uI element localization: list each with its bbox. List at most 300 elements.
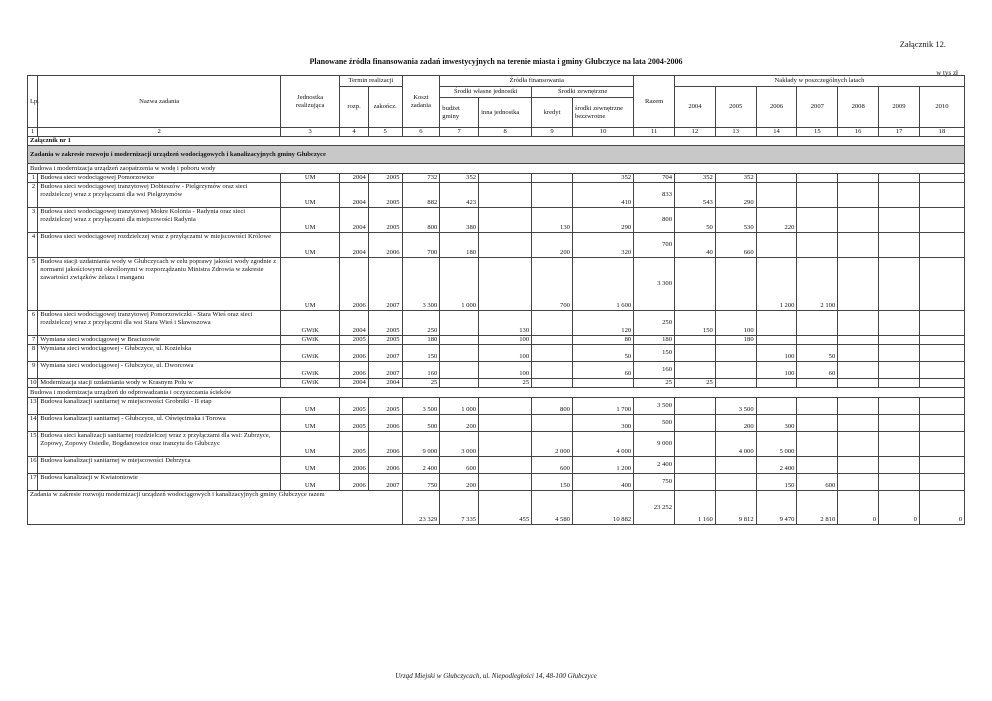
cell-start: 2004 xyxy=(340,183,369,208)
cell-y2010 xyxy=(919,336,964,345)
cell-end: 2004 xyxy=(368,379,402,388)
cell-start: 2006 xyxy=(340,258,369,311)
table-row xyxy=(28,311,965,336)
cell-total: 160 xyxy=(634,362,675,379)
column-number: 2 xyxy=(38,128,281,137)
cell-y2005 xyxy=(715,258,756,311)
cell-y2008 xyxy=(838,208,879,233)
cell-y2006: 100 xyxy=(756,362,797,379)
cell-y2005: 3 500 xyxy=(715,398,756,415)
cell-y2010 xyxy=(919,174,964,183)
summary-label: Zadania w zakresie rozwoju modernizacji urządzeń wodociągowych i kanalizacyjnych gminy Głubczyce razem xyxy=(28,491,403,525)
task-name: Modernizacja stacji uzdatniania wody w Krasnym Polu w xyxy=(38,379,281,388)
cell-start: 2006 xyxy=(340,345,369,362)
cell-y2009 xyxy=(879,258,920,311)
cell-y2007 xyxy=(797,379,838,388)
task-name: Wymiana sieci wodociągowej - Głubczyce, ul. Kozielska xyxy=(38,345,281,362)
cell-y2008 xyxy=(838,379,879,388)
cell-credit: 130 xyxy=(532,208,573,233)
header-sources: Źródła finansowania xyxy=(440,76,634,87)
task-name: Budowa stacji uzdatniania wody w Głubczycach w celu poprawy jakości wody zgodnie z normami jakościowymi określonymi w rozporządzaniu Ministra Zdrowia w zakresie zawartości związków żelaza i manganu xyxy=(38,258,281,311)
cell-lp: 15 xyxy=(28,432,38,457)
cell-lp: 1 xyxy=(28,174,38,183)
cell-y2008 xyxy=(838,311,879,336)
column-number: 5 xyxy=(368,128,402,137)
header-year: 2007 xyxy=(797,87,838,128)
cell-y2005: 180 xyxy=(715,336,756,345)
cell-lp: 9 xyxy=(28,362,38,379)
cell-total: 180 xyxy=(634,336,675,345)
cell-y2006: 300 xyxy=(756,415,797,432)
summary-y2008: 0 xyxy=(838,491,879,525)
cell-nonret: 50 xyxy=(572,345,633,362)
cell-y2009 xyxy=(879,379,920,388)
header-name: Nazwa zadania xyxy=(38,76,281,128)
cell-total: 704 xyxy=(634,174,675,183)
cell-nonret: 120 xyxy=(572,311,633,336)
cell-end: 2007 xyxy=(368,474,402,491)
cell-unit: UM xyxy=(281,258,340,311)
task-name: Budowa sieci kanalizacji sanitarnej rozdzielczej wraz z przyłączami dla wsi: Zubrzyce, Zopowy, Zopowy Osiedle, Bogdanowice oraz tranzytu do Głubczyc xyxy=(38,432,281,457)
section-main-title: Zadania w zakresie rozwoju i modernizacji urządzeń wodociągowych i kanalizacyjnych gminy Głubczyce xyxy=(28,146,965,164)
cell-start: 2006 xyxy=(340,362,369,379)
cell-y2008 xyxy=(838,398,879,415)
cell-y2007 xyxy=(797,174,838,183)
table-row xyxy=(28,336,965,345)
cell-start: 2004 xyxy=(340,174,369,183)
cell-cost: 180 xyxy=(402,336,440,345)
cell-y2005: 660 xyxy=(715,233,756,258)
cell-lp: 10 xyxy=(28,379,38,388)
summary-total: 23 252 xyxy=(634,491,675,525)
cell-start: 2006 xyxy=(340,457,369,474)
cell-budget xyxy=(440,379,479,388)
cell-lp: 5 xyxy=(28,258,38,311)
cell-credit xyxy=(532,415,573,432)
cell-y2006 xyxy=(756,183,797,208)
cell-y2008 xyxy=(838,336,879,345)
cell-y2010 xyxy=(919,457,964,474)
header-external: Środki zewnętrzne xyxy=(532,87,634,98)
cell-unit: UM xyxy=(281,415,340,432)
header-start: rozp. xyxy=(340,87,369,128)
cell-y2005: 100 xyxy=(715,311,756,336)
cell-budget: 200 xyxy=(440,474,479,491)
cell-nonret: 1 600 xyxy=(572,258,633,311)
cell-y2010 xyxy=(919,183,964,208)
cell-y2005 xyxy=(715,362,756,379)
cell-credit xyxy=(532,336,573,345)
header-unit: Jednostka realizująca xyxy=(281,76,340,128)
column-number: 10 xyxy=(572,128,633,137)
cell-y2007 xyxy=(797,398,838,415)
investment-table xyxy=(27,75,965,525)
cell-y2007: 60 xyxy=(797,362,838,379)
task-name: Budowa sieci wodociągowej tranzytowej Pomorzowiczki - Stara Wieś oraz sieci rozdzielczej wraz z przyłączmi dla wsi Stara Wieś i Sławoszowa xyxy=(38,311,281,336)
cell-lp: 2 xyxy=(28,183,38,208)
cell-y2009 xyxy=(879,474,920,491)
cell-y2010 xyxy=(919,362,964,379)
cell-nonret: 1 200 xyxy=(572,457,633,474)
table-row xyxy=(28,174,965,183)
cell-y2010 xyxy=(919,208,964,233)
cell-start: 2004 xyxy=(340,208,369,233)
column-number: 13 xyxy=(715,128,756,137)
cell-y2009 xyxy=(879,311,920,336)
cell-budget: 180 xyxy=(440,233,479,258)
cell-y2010 xyxy=(919,345,964,362)
cell-lp: 4 xyxy=(28,233,38,258)
cell-total: 250 xyxy=(634,311,675,336)
cell-budget: 1 000 xyxy=(440,258,479,311)
cell-end: 2005 xyxy=(368,336,402,345)
cell-end: 2006 xyxy=(368,233,402,258)
task-name: Wymiana sieci wodociągowej w Braciszowie xyxy=(38,336,281,345)
cell-y2004: 543 xyxy=(675,183,716,208)
cell-start: 2005 xyxy=(340,336,369,345)
cell-y2009 xyxy=(879,457,920,474)
cell-y2007 xyxy=(797,208,838,233)
cell-y2009 xyxy=(879,208,920,233)
cell-unit: UM xyxy=(281,208,340,233)
cell-total: 500 xyxy=(634,415,675,432)
cell-y2004: 25 xyxy=(675,379,716,388)
cell-y2005: 200 xyxy=(715,415,756,432)
cell-start: 2005 xyxy=(340,415,369,432)
cell-y2004: 40 xyxy=(675,233,716,258)
table-row xyxy=(28,457,965,474)
cell-y2007 xyxy=(797,183,838,208)
cell-start: 2004 xyxy=(340,379,369,388)
cell-unit: GWiK xyxy=(281,379,340,388)
cell-y2006: 100 xyxy=(756,345,797,362)
cell-credit xyxy=(532,345,573,362)
cell-y2009 xyxy=(879,345,920,362)
cell-y2010 xyxy=(919,233,964,258)
cell-cost: 3 500 xyxy=(402,398,440,415)
cell-lp: 6 xyxy=(28,311,38,336)
header-term: Termin realizacji xyxy=(340,76,402,87)
cell-credit: 2 000 xyxy=(532,432,573,457)
cell-lp: 17 xyxy=(28,474,38,491)
summary-y2007: 2 810 xyxy=(797,491,838,525)
cell-total: 800 xyxy=(634,208,675,233)
cell-cost: 800 xyxy=(402,208,440,233)
cell-y2009 xyxy=(879,336,920,345)
summary-budget: 7 335 xyxy=(440,491,479,525)
cell-y2010 xyxy=(919,311,964,336)
cell-unit: UM xyxy=(281,233,340,258)
cell-y2004 xyxy=(675,398,716,415)
table-row xyxy=(28,233,965,258)
cell-credit: 800 xyxy=(532,398,573,415)
cell-unit: GWiK xyxy=(281,336,340,345)
cell-y2008 xyxy=(838,362,879,379)
cell-y2007: 2 100 xyxy=(797,258,838,311)
summary-y2005: 9 812 xyxy=(715,491,756,525)
cell-y2004 xyxy=(675,457,716,474)
task-name: Budowa sieci wodociągowej Pomorzowice xyxy=(38,174,281,183)
cell-other xyxy=(479,208,532,233)
cell-unit: UM xyxy=(281,183,340,208)
table-row xyxy=(28,362,965,379)
cell-budget xyxy=(440,336,479,345)
cell-start: 2005 xyxy=(340,432,369,457)
cell-y2006: 5 000 xyxy=(756,432,797,457)
cell-y2007 xyxy=(797,233,838,258)
cell-start: 2005 xyxy=(340,398,369,415)
cell-y2005: 4 000 xyxy=(715,432,756,457)
table-row xyxy=(28,379,965,388)
cell-other: 100 xyxy=(479,362,532,379)
cell-other xyxy=(479,474,532,491)
annex-label: Załącznik 12. xyxy=(899,39,946,49)
cell-y2005 xyxy=(715,457,756,474)
cell-y2008 xyxy=(838,233,879,258)
task-name: Budowa sieci wodociągowej tranzytowej Mokre Kolonia - Radynia oraz sieci rozdzielczej wraz z przyłączami dla miejscowości Radynia xyxy=(38,208,281,233)
cell-nonret: 300 xyxy=(572,415,633,432)
cell-y2009 xyxy=(879,233,920,258)
cell-lp: 3 xyxy=(28,208,38,233)
header-budget: budżet gminy xyxy=(440,98,479,128)
cell-other xyxy=(479,174,532,183)
cell-total: 150 xyxy=(634,345,675,362)
cell-cost: 2 400 xyxy=(402,457,440,474)
cell-budget: 423 xyxy=(440,183,479,208)
cell-budget: 3 000 xyxy=(440,432,479,457)
cell-end: 2007 xyxy=(368,258,402,311)
cell-other: 130 xyxy=(479,311,532,336)
header-own: Środki własne jednostki xyxy=(440,87,532,98)
cell-credit: 150 xyxy=(532,474,573,491)
cell-cost: 500 xyxy=(402,415,440,432)
cell-y2004 xyxy=(675,336,716,345)
column-number: 15 xyxy=(797,128,838,137)
cell-total: 25 xyxy=(634,379,675,388)
cell-y2004 xyxy=(675,258,716,311)
cell-total: 2 400 xyxy=(634,457,675,474)
cell-total: 833 xyxy=(634,183,675,208)
cell-y2009 xyxy=(879,183,920,208)
cell-cost: 750 xyxy=(402,474,440,491)
cell-nonret: 290 xyxy=(572,208,633,233)
column-number: 9 xyxy=(532,128,573,137)
header-nonreturn: środki zewnętrzne bezzwrotne xyxy=(572,98,633,128)
header-year: 2009 xyxy=(879,87,920,128)
column-number: 16 xyxy=(838,128,879,137)
header-year: 2006 xyxy=(756,87,797,128)
column-number: 6 xyxy=(402,128,440,137)
summary-other: 455 xyxy=(479,491,532,525)
cell-y2006: 150 xyxy=(756,474,797,491)
column-number: 12 xyxy=(675,128,716,137)
cell-y2010 xyxy=(919,379,964,388)
header-year: 2005 xyxy=(715,87,756,128)
header-cost: Koszt zadania xyxy=(402,76,440,128)
group-label: Budowa i modernizacja urządzeń do odprowadzania i oczyszczania ścieków xyxy=(28,388,965,398)
table-row xyxy=(28,345,965,362)
footer-address: Urząd Miejski w Głubczycach, ul. Niepodległości 14, 48-100 Głubczyce xyxy=(395,672,597,680)
cell-nonret: 1 700 xyxy=(572,398,633,415)
cell-credit xyxy=(532,362,573,379)
cell-y2009 xyxy=(879,432,920,457)
cell-y2010 xyxy=(919,432,964,457)
cell-end: 2005 xyxy=(368,311,402,336)
cell-budget: 1 000 xyxy=(440,398,479,415)
table-row xyxy=(28,474,965,491)
cell-start: 2004 xyxy=(340,311,369,336)
header-outlays: Nakłady w poszczególnych latach xyxy=(675,76,965,87)
column-number: 18 xyxy=(919,128,964,137)
cell-start: 2006 xyxy=(340,474,369,491)
summary-cost: 23 329 xyxy=(402,491,440,525)
cell-credit xyxy=(532,311,573,336)
group-label: Budowa i modernizacja urządzeń zaopatrzenia w wodę i poboru wody xyxy=(28,164,965,174)
section-annex-title: Załącznik nr 1 xyxy=(28,137,965,146)
cell-unit: UM xyxy=(281,398,340,415)
cell-y2007 xyxy=(797,336,838,345)
cell-nonret: 410 xyxy=(572,183,633,208)
cell-lp: 14 xyxy=(28,415,38,432)
cell-other xyxy=(479,258,532,311)
unit-label: w tys zł xyxy=(936,69,958,77)
table-row xyxy=(28,398,965,415)
cell-y2008 xyxy=(838,174,879,183)
cell-other xyxy=(479,415,532,432)
cell-nonret xyxy=(572,379,633,388)
header-other: inna jednostka xyxy=(479,98,532,128)
cell-unit: UM xyxy=(281,474,340,491)
cell-other xyxy=(479,432,532,457)
header-credit: kredyt xyxy=(532,98,573,128)
cell-end: 2007 xyxy=(368,345,402,362)
cell-y2006: 2 400 xyxy=(756,457,797,474)
header-year: 2008 xyxy=(838,87,879,128)
cell-total: 3 500 xyxy=(634,398,675,415)
cell-y2007 xyxy=(797,457,838,474)
column-number: 17 xyxy=(879,128,920,137)
task-name: Budowa sieci wodociągowej rozdzielczej wraz z przyłączami w miejscowości Królowe xyxy=(38,233,281,258)
cell-unit: GWiK xyxy=(281,345,340,362)
cell-cost: 700 xyxy=(402,233,440,258)
cell-total: 3 300 xyxy=(634,258,675,311)
cell-y2006 xyxy=(756,233,797,258)
cell-nonret: 60 xyxy=(572,362,633,379)
cell-y2006: 220 xyxy=(756,208,797,233)
cell-y2007: 600 xyxy=(797,474,838,491)
cell-other xyxy=(479,233,532,258)
column-number: 7 xyxy=(440,128,479,137)
cell-credit: 200 xyxy=(532,233,573,258)
cell-budget xyxy=(440,311,479,336)
cell-y2007 xyxy=(797,415,838,432)
cell-y2009 xyxy=(879,398,920,415)
cell-cost: 732 xyxy=(402,174,440,183)
task-name: Budowa kanalizacji sanitarnej - Głubczyce, ul. Oświęcimska i Torowa xyxy=(38,415,281,432)
cell-credit: 600 xyxy=(532,457,573,474)
summary-y2006: 9 470 xyxy=(756,491,797,525)
cell-unit: UM xyxy=(281,457,340,474)
cell-nonret: 4 000 xyxy=(572,432,633,457)
cell-unit: GWiK xyxy=(281,362,340,379)
summary-nonret: 10 882 xyxy=(572,491,633,525)
cell-y2007: 50 xyxy=(797,345,838,362)
cell-end: 2005 xyxy=(368,398,402,415)
cell-y2008 xyxy=(838,432,879,457)
summary-row xyxy=(28,491,965,525)
cell-budget: 380 xyxy=(440,208,479,233)
cell-y2004 xyxy=(675,432,716,457)
cell-y2004: 352 xyxy=(675,174,716,183)
cell-other: 100 xyxy=(479,336,532,345)
cell-y2008 xyxy=(838,345,879,362)
cell-lp: 7 xyxy=(28,336,38,345)
header-lp: Lp. xyxy=(28,76,38,128)
cell-unit: UM xyxy=(281,432,340,457)
cell-credit xyxy=(532,183,573,208)
cell-nonret: 352 xyxy=(572,174,633,183)
cell-cost: 160 xyxy=(402,362,440,379)
summary-y2004: 1 160 xyxy=(675,491,716,525)
table-row xyxy=(28,183,965,208)
cell-nonret: 320 xyxy=(572,233,633,258)
cell-y2009 xyxy=(879,174,920,183)
column-number: 11 xyxy=(634,128,675,137)
cell-y2004: 150 xyxy=(675,311,716,336)
cell-y2004 xyxy=(675,474,716,491)
cell-end: 2005 xyxy=(368,208,402,233)
cell-y2008 xyxy=(838,183,879,208)
cell-y2005: 352 xyxy=(715,174,756,183)
cell-total: 9 000 xyxy=(634,432,675,457)
cell-other xyxy=(479,183,532,208)
cell-end: 2005 xyxy=(368,174,402,183)
cell-y2005 xyxy=(715,345,756,362)
cell-other xyxy=(479,398,532,415)
cell-y2004: 50 xyxy=(675,208,716,233)
summary-y2009: 0 xyxy=(879,491,920,525)
cell-y2005: 290 xyxy=(715,183,756,208)
cell-cost: 150 xyxy=(402,345,440,362)
cell-y2010 xyxy=(919,474,964,491)
table-row xyxy=(28,432,965,457)
column-number: 3 xyxy=(281,128,340,137)
cell-y2010 xyxy=(919,398,964,415)
cell-y2008 xyxy=(838,474,879,491)
task-name: Wymiana sieci wodociągowej - Głubczyce, ul. Dworcowa xyxy=(38,362,281,379)
table-row xyxy=(28,258,965,311)
cell-budget: 600 xyxy=(440,457,479,474)
cell-cost: 250 xyxy=(402,311,440,336)
cell-end: 2007 xyxy=(368,362,402,379)
column-number: 1 xyxy=(28,128,38,137)
cell-other xyxy=(479,457,532,474)
cell-start: 2004 xyxy=(340,233,369,258)
header-year: 2010 xyxy=(919,87,964,128)
cell-credit xyxy=(532,174,573,183)
column-number: 14 xyxy=(756,128,797,137)
cell-y2007 xyxy=(797,311,838,336)
table-row xyxy=(28,208,965,233)
cell-y2009 xyxy=(879,362,920,379)
cell-budget: 352 xyxy=(440,174,479,183)
cell-end: 2006 xyxy=(368,432,402,457)
column-number: 8 xyxy=(479,128,532,137)
task-name: Budowa kanalizacji sanitarnej w miejscowości Grobniki - II etap xyxy=(38,398,281,415)
cell-end: 2006 xyxy=(368,415,402,432)
cell-budget xyxy=(440,345,479,362)
cell-y2007 xyxy=(797,432,838,457)
